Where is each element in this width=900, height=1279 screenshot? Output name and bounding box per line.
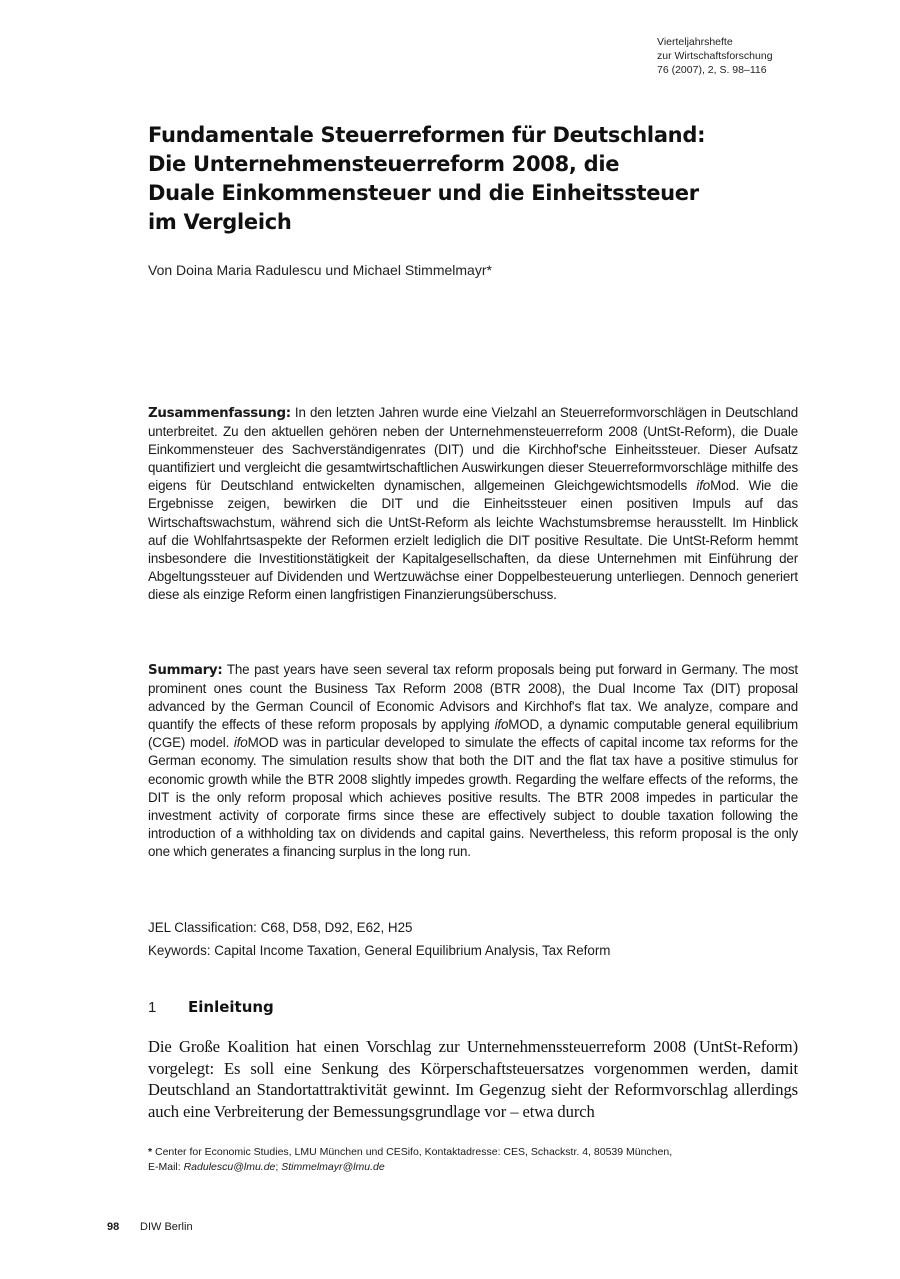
- jel-classification: JEL Classification: C68, D58, D92, E62, H25: [148, 920, 413, 935]
- english-abstract-text-2: MOD, a dynamic computable general equilibrium (CGE) model.: [148, 717, 798, 751]
- body-paragraph: Die Große Koalition hat einen Vorschlag zur Unternehmenssteuerreform 2008 (UntSt-Reform) vorgelegt: Es soll eine Senkung des Körperschaftsteuersatzes vorgenommen werden, damit Deutschland an Standortattraktivität gewinnt. Im Gegenzug sieht der Reformvorschlag allerdings auch eine Verbreiterung der Bemessungsgrundlage vor – etwa durch: [148, 1037, 798, 1121]
- email-link-radulescu[interactable]: Radulescu@lmu.de: [183, 1161, 276, 1173]
- german-abstract: [148, 404, 798, 604]
- authors-line: Von Doina Maria Radulescu und Michael Stimmelmayr*: [148, 262, 492, 278]
- german-abstract-text-1: In den letzten Jahren wurde eine Vielzahl an Steuerreformvorschlägen in Deutschland unterbreitet. Zu den aktuellen gehören neben der Unternehmensteuerreform 2008 (UntSt-Reform), die Duale Einkommensteuer des Sachverständigenrates (DIT) und die Kirchhof'sche Einheitssteuer. Dieser Aufsatz quantifiziert und vergleicht die gesamtwirtschaftlichen Auswirkungen dieser Steuerreformvorschläge mithilfe des eigens für Deutschland entwickelten dynamischen, allgemeinen Gleichgewichtsmodells: [148, 405, 798, 494]
- section-heading: [148, 997, 274, 1018]
- journal-reference: [657, 35, 857, 77]
- section-title: Einleitung: [188, 998, 274, 1016]
- footnote: [148, 1145, 798, 1175]
- title-line-3: Duale Einkommensteuer und die Einheitssteuer: [148, 181, 699, 205]
- german-abstract-text-2: Mod. Wie die Ergebnisse zeigen, bewirken die DIT und die Einheitssteuer einen positiven Impuls auf das Wirtschaftswachstum, während sich die UntSt-Reform als leichte Wachstumsbremse herausstellt. Im Hinblick auf die Wohlfahrtsaspekte der Reformen erzielt lediglich die DIT positive Resultate. Die UntSt-Reform hemmt insbesondere die Investitionstätigkeit der Kapitalgesellschaften, da diese Unternehmen mit Einführung der Abgeltungssteuer auf Dividenden und Wertzuwächse einer Doppelbesteuerung unterliegen. Dennoch generiert diese als einzige Reform einen langfristigen Finanzierungsüberschuss.: [148, 478, 798, 602]
- page-footer: [107, 1219, 193, 1235]
- model-name-italic-1: ifo: [494, 717, 509, 733]
- page-number: 98: [107, 1221, 120, 1233]
- model-name-italic: ifo: [696, 478, 711, 494]
- journal-name-line1: Vierteljahrshefte: [657, 36, 733, 48]
- journal-name-line2: zur Wirtschaftsforschung: [657, 50, 773, 62]
- publisher-name: DIW Berlin: [140, 1221, 193, 1233]
- title-line-4: im Vergleich: [148, 210, 292, 234]
- footnote-email-label: E-Mail:: [148, 1161, 184, 1173]
- keywords: Keywords: Capital Income Taxation, General Equilibrium Analysis, Tax Reform: [148, 943, 611, 958]
- title-line-1: Fundamentale Steuerreformen für Deutschland:: [148, 123, 706, 147]
- email-link-stimmelmayr[interactable]: Stimmelmayr@lmu.de: [281, 1161, 385, 1173]
- english-abstract-text-3: MOD was in particular developed to simulate the effects of capital income tax reforms for the German economy. The simulation results show that both the DIT and the flat tax have a positive stimulus for economic growth while the BTR 2008 slightly impedes growth. Regarding the welfare effects of the reforms, the DIT is the only reform proposal which achieves positive results. The BTR 2008 impedes in particular the investment activity of corporate firms since these are effectively subject to double taxation following the introduction of a withholding tax on dividends and capital gains. Nevertheless, this reform proposal is the only one which generates a financing surplus in the long run.: [148, 735, 798, 859]
- german-abstract-label: Zusammenfassung:: [148, 406, 291, 421]
- footnote-affiliation: Center for Economic Studies, LMU München und CESifo, Kontaktadresse: CES, Schackstr. 4, 80539 München,: [152, 1146, 673, 1158]
- section-number: 1: [148, 999, 157, 1016]
- english-abstract: [148, 661, 798, 861]
- footnote-marker: *: [148, 1146, 153, 1158]
- journal-issue: 76 (2007), 2, S. 98–116: [657, 64, 767, 76]
- model-name-italic-2: ifo: [233, 735, 248, 751]
- email-separator: ;: [275, 1161, 282, 1173]
- english-abstract-text-1: The past years have seen several tax reform proposals being put forward in Germany. The most prominent ones count the Business Tax Reform 2008 (BTR 2008), the Dual Income Tax (DIT) proposal advanced by the German Council of Economic Advisors and Kirchhof's flat tax. We analyze, compare and quantify the effects of these reform proposals by applying: [148, 662, 798, 733]
- article-title: [148, 121, 788, 237]
- english-abstract-label: Summary:: [148, 663, 223, 678]
- title-line-2: Die Unternehmensteuerreform 2008, die: [148, 152, 620, 176]
